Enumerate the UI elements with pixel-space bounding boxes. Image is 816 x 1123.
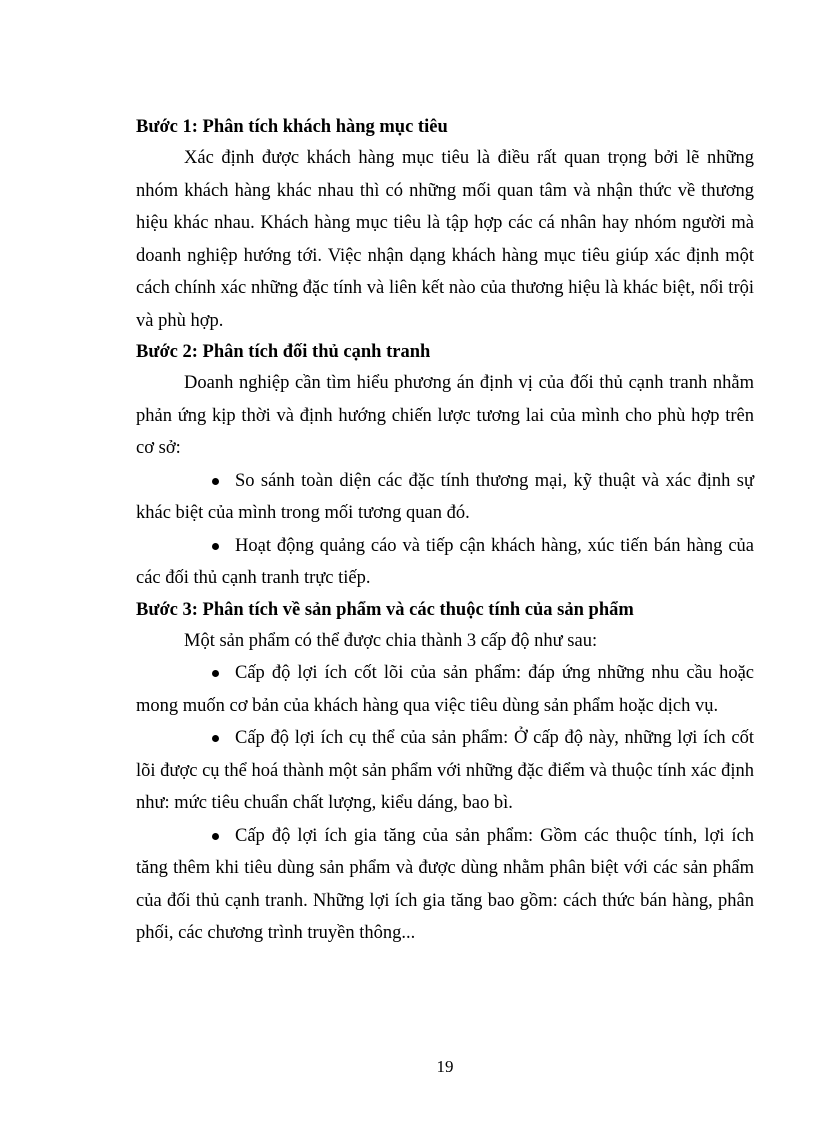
section-heading-step-1: Bước 1: Phân tích khách hàng mục tiêu bbox=[136, 117, 448, 137]
list-item: So sánh toàn diện các đặc tính thương mại, kỹ thuật và xác định sự khác biệt của mình trong mối tương quan đó. bbox=[136, 470, 754, 523]
bullet-icon bbox=[212, 735, 219, 742]
bullet-icon bbox=[212, 478, 219, 485]
page-number: 19 bbox=[436, 1057, 454, 1076]
bullet-icon bbox=[212, 833, 219, 840]
list-item: Cấp độ lợi ích gia tăng của sản phẩm: Gồm các thuộc tính, lợi ích tăng thêm khi tiêu dùng sản phẩm và được dùng nhằm phân biệt với các sản phẩm của đối thủ cạnh tranh. Những lợi ích gia tăng bao gồm: cách thức bán hàng, phân phối, các chương trình truyền thông... bbox=[136, 825, 754, 943]
paragraph-product-levels: Một sản phẩm có thể được chia thành 3 cấp độ như sau: bbox=[184, 630, 598, 651]
paragraph-target-customers: Xác định được khách hàng mục tiêu là điều rất quan trọng bởi lẽ những nhóm khách hàng khác nhau thì có những mối quan tâm và nhận thức về thương hiệu khác nhau. Khách hàng mục tiêu là tập hợp các cá nhân hay nhóm người mà doanh nghiệp hướng tới. Việc nhận dạng khách hàng mục tiêu giúp xác định một cách chính xác những đặc tính và liên kết nào của thương hiệu là khác biệt, nổi trội và phù hợp. bbox=[136, 148, 754, 331]
bullet-icon bbox=[212, 543, 219, 550]
bullet-icon bbox=[212, 670, 219, 677]
list-item: Hoạt động quảng cáo và tiếp cận khách hàng, xúc tiến bán hàng của các đối thủ cạnh tranh trực tiếp. bbox=[136, 535, 754, 588]
list-item: Cấp độ lợi ích cụ thể của sản phẩm: Ở cấp độ này, những lợi ích cốt lõi được cụ thể hoá thành một sản phẩm với những đặc điểm và thuộc tính xác định như: mức tiêu chuẩn chất lượng, kiểu dáng, bao bì. bbox=[136, 728, 754, 813]
section-heading-step-3: Bước 3: Phân tích về sản phẩm và các thuộc tính của sản phẩm bbox=[136, 599, 634, 620]
document-page bbox=[136, 112, 754, 950]
list-item: Cấp độ lợi ích cốt lõi của sản phẩm: đáp ứng những nhu cầu hoặc mong muốn cơ bản của khách hàng qua việc tiêu dùng sản phẩm hoặc dịch vụ. bbox=[136, 663, 754, 716]
section-heading-step-2: Bước 2: Phân tích đối thủ cạnh tranh bbox=[136, 342, 431, 362]
paragraph-competitor-analysis: Doanh nghiệp cần tìm hiểu phương án định vị của đối thủ cạnh tranh nhằm phản ứng kịp thời và định hướng chiến lược tương lai của mình cho phù hợp trên cơ sở: bbox=[136, 373, 754, 458]
